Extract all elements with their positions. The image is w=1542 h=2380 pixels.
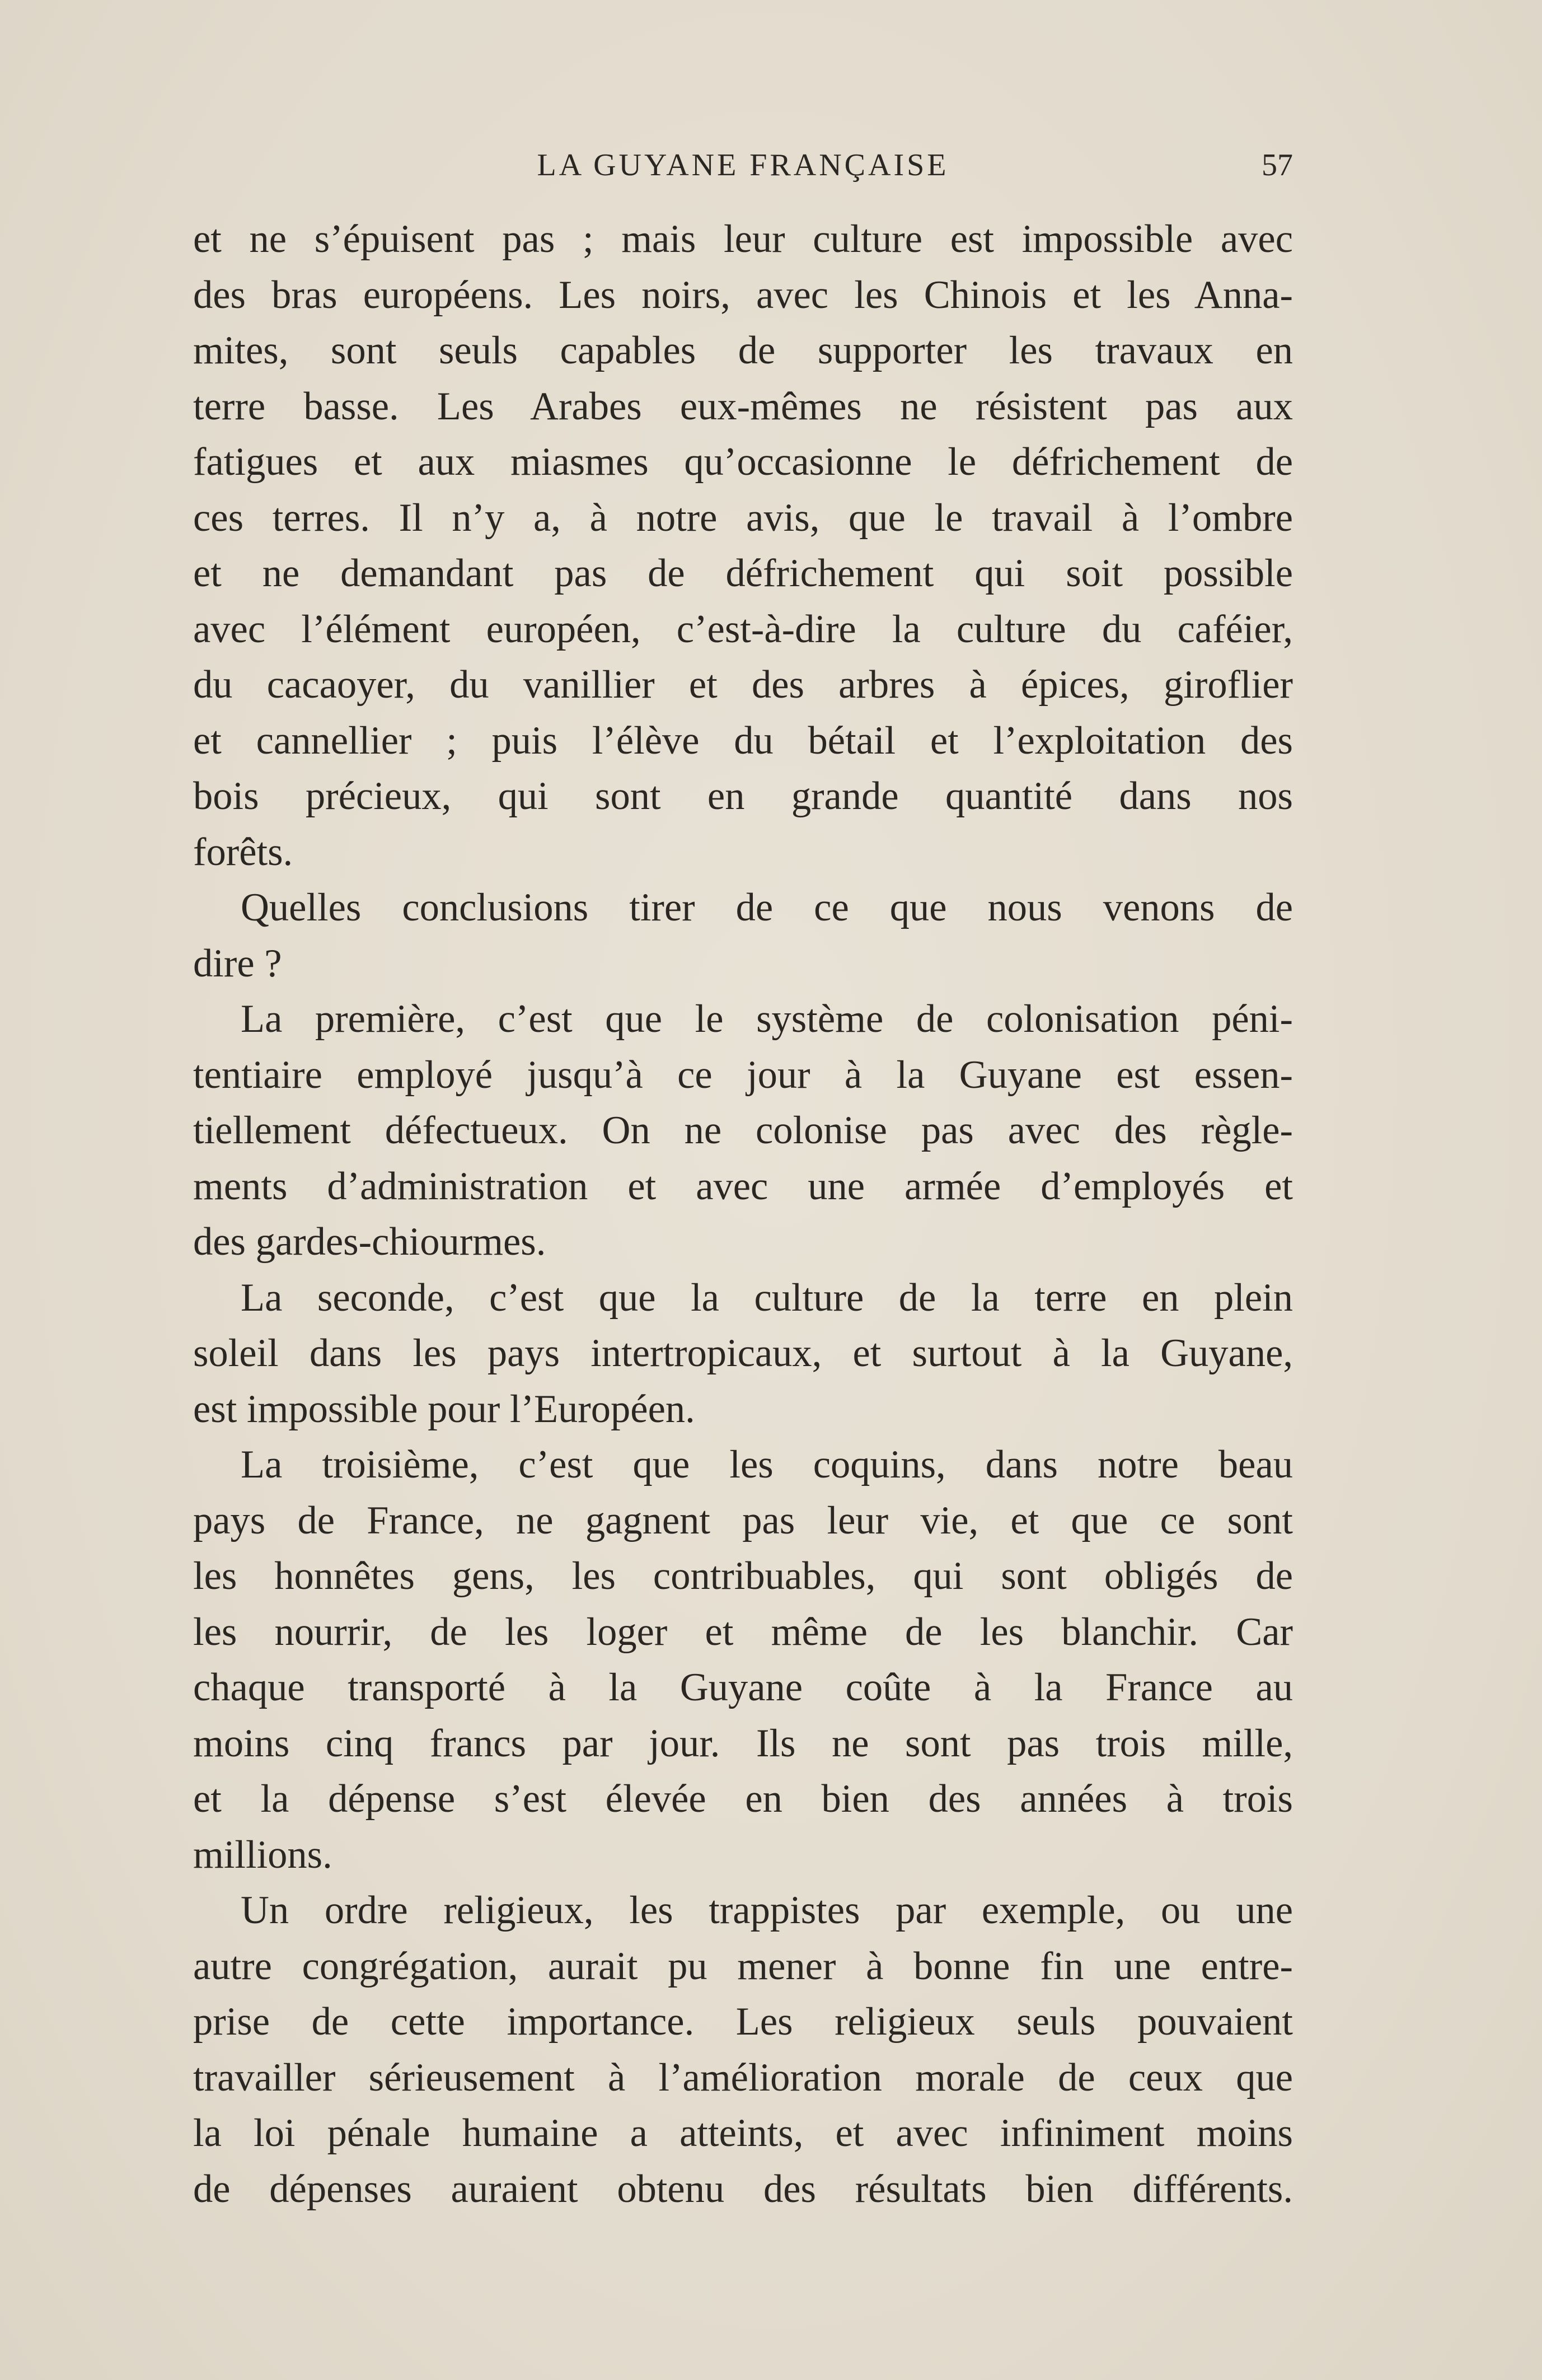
text-line: pays de France, ne gagnent pas leur vie, et que ce sont: [193, 1498, 1293, 1542]
body-text: [193, 212, 1293, 2217]
text-line: la loi pénale humaine a atteints, et avec infiniment moins: [193, 2111, 1293, 2155]
text-line: ces terres. Il n’y a, à notre avis, que le travail à l’ombre: [193, 495, 1293, 540]
text-line: les honnêtes gens, les contribuables, qui sont obligés de: [193, 1554, 1293, 1598]
text-line: fatigues et aux miasmes qu’occasionne le défrichement de: [193, 440, 1293, 484]
text-line: du cacaoyer, du vanillier et des arbres à épices, giroflier: [193, 663, 1293, 707]
text-line: La troisième, c’est que les coquins, dans notre beau: [241, 1443, 1293, 1486]
text-line: travailler sérieusement à l’amélioration morale de ceux que: [193, 2055, 1293, 2100]
text-line: bois précieux, qui sont en grande quantité dans nos: [193, 774, 1293, 818]
text-line: des gardes-chiourmes.: [193, 1220, 546, 1264]
text-line: forêts.: [193, 830, 293, 874]
text-line: Quelles conclusions tirer de ce que nous venons de: [241, 886, 1293, 929]
text-line: prise de cette importance. Les religieux seuls pouvaient: [193, 2000, 1293, 2044]
text-line: dire ?: [193, 941, 282, 985]
text-line: et cannellier ; puis l’élève du bétail et l’exploitation des: [193, 718, 1293, 763]
text-line: autre congrégation, aurait pu mener à bonne fin une entre-: [193, 1944, 1293, 1988]
text-line: ments d’administration et avec une armée d’employés et: [193, 1164, 1293, 1208]
running-title: LA GUYANE FRANÇAISE: [537, 148, 949, 183]
text-line: avec l’élément européen, c’est-à-dire la culture du caféier,: [193, 607, 1293, 651]
text-line: La première, c’est que le système de colonisation péni-: [241, 997, 1293, 1041]
text-line: est impossible pour l’Européen.: [193, 1387, 695, 1431]
page-number: 57: [1262, 148, 1293, 183]
text-line: les nourrir, de les loger et même de les blanchir. Car: [193, 1610, 1293, 1654]
text-line: et ne s’épuisent pas ; mais leur culture est impossible avec: [193, 217, 1293, 261]
running-head: [193, 143, 1293, 188]
text-line: moins cinq francs par jour. Ils ne sont pas trois mille,: [193, 1721, 1293, 1765]
text-line: et la dépense s’est élevée en bien des années à trois: [193, 1777, 1293, 1821]
text-line: soleil dans les pays intertropicaux, et surtout à la Guyane,: [193, 1331, 1293, 1375]
text-line: La seconde, c’est que la culture de la terre en plein: [241, 1275, 1293, 1320]
text-line: tentiaire employé jusqu’à ce jour à la Guyane est essen-: [193, 1053, 1293, 1097]
text-line: des bras européens. Les noirs, avec les Chinois et les Anna-: [193, 273, 1293, 317]
text-line: chaque transporté à la Guyane coûte à la France au: [193, 1666, 1293, 1709]
text-line: millions.: [193, 1832, 332, 1877]
text-line: terre basse. Les Arabes eux-mêmes ne résistent pas aux: [193, 384, 1293, 428]
text-line: tiellement défectueux. On ne colonise pas avec des règle-: [193, 1109, 1293, 1152]
text-line: et ne demandant pas de défrichement qui soit possible: [193, 551, 1293, 595]
text-line: mites, sont seuls capables de supporter les travaux en: [193, 329, 1293, 372]
text-line: de dépenses auraient obtenu des résultats bien différents.: [193, 2167, 1293, 2211]
text-line: Un ordre religieux, les trappistes par exemple, ou une: [241, 1888, 1293, 1932]
